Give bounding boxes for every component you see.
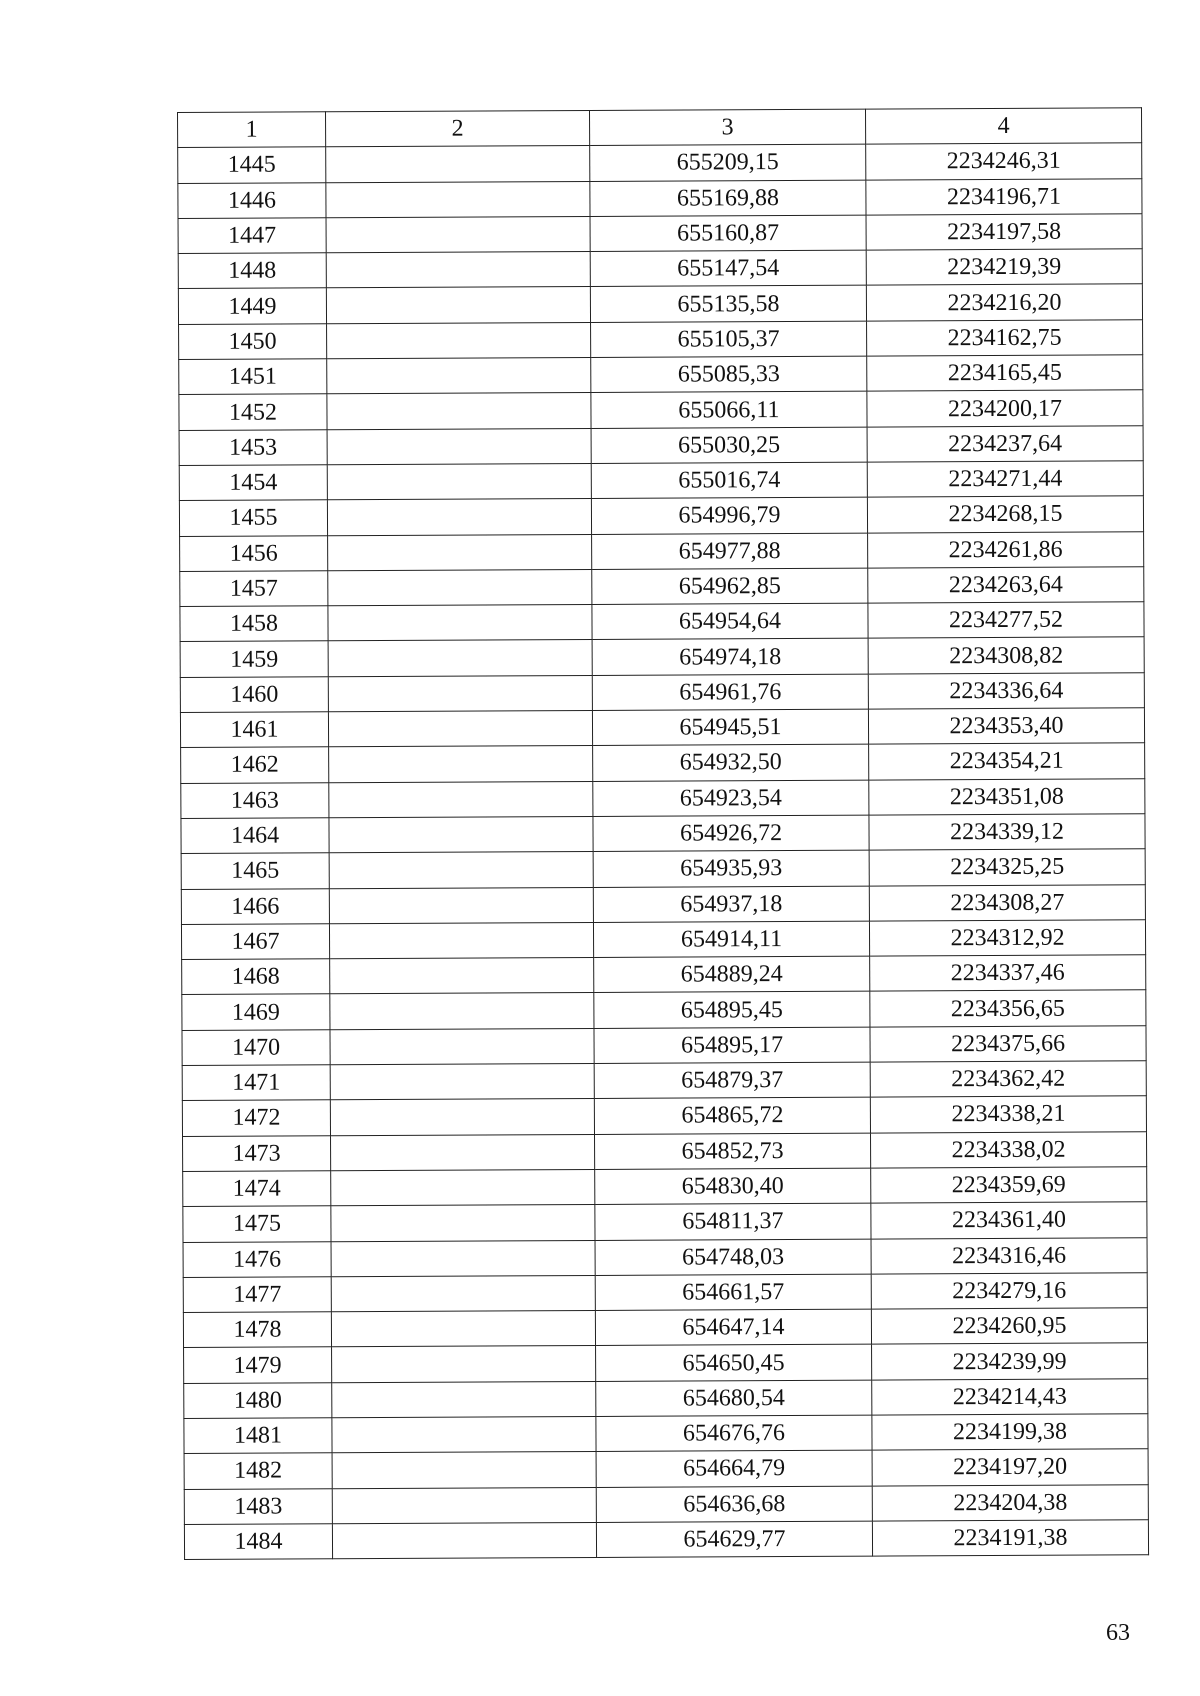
x-coordinate-cell: 654962,85 xyxy=(592,568,868,605)
table-row xyxy=(183,1167,1147,1207)
point-number-cell: 1455 xyxy=(179,500,327,536)
x-coordinate-cell: 654811,37 xyxy=(595,1203,871,1240)
point-number-cell: 1453 xyxy=(179,429,327,465)
table-row xyxy=(180,602,1144,642)
y-coordinate-cell: 2234199,38 xyxy=(872,1414,1148,1451)
point-number-cell: 1474 xyxy=(183,1171,331,1207)
table-row xyxy=(180,531,1144,571)
table-row xyxy=(179,390,1143,430)
point-number-cell: 1473 xyxy=(183,1135,331,1171)
table-row xyxy=(179,461,1143,501)
blank-cell xyxy=(331,1169,595,1206)
blank-cell xyxy=(331,1275,595,1312)
column-header-3: 3 xyxy=(589,109,865,146)
y-coordinate-cell: 2234200,17 xyxy=(867,390,1143,427)
x-coordinate-cell: 654895,45 xyxy=(594,992,870,1029)
point-number-cell: 1483 xyxy=(184,1488,332,1524)
blank-cell xyxy=(332,1346,596,1383)
blank-cell xyxy=(327,428,591,465)
x-coordinate-cell: 654977,88 xyxy=(592,533,868,570)
y-coordinate-cell: 2234325,25 xyxy=(869,849,1145,886)
blank-cell xyxy=(331,1205,595,1242)
blank-cell xyxy=(331,1240,595,1277)
x-coordinate-cell: 654889,24 xyxy=(594,956,870,993)
table-row xyxy=(179,496,1143,536)
x-coordinate-cell: 654996,79 xyxy=(591,497,867,534)
table-header-row xyxy=(178,108,1142,148)
table-row xyxy=(181,778,1145,818)
table-row xyxy=(183,1131,1147,1171)
blank-cell xyxy=(329,816,593,853)
y-coordinate-cell: 2234308,82 xyxy=(868,637,1144,674)
y-coordinate-cell: 2234260,95 xyxy=(871,1308,1147,1345)
blank-cell xyxy=(327,499,591,536)
y-coordinate-cell: 2234375,66 xyxy=(870,1025,1146,1062)
table-row xyxy=(184,1378,1148,1418)
blank-cell xyxy=(332,1452,596,1489)
y-coordinate-cell: 2234337,46 xyxy=(870,955,1146,992)
y-coordinate-cell: 2234277,52 xyxy=(868,602,1144,639)
table-row xyxy=(184,1520,1148,1560)
point-number-cell: 1449 xyxy=(178,288,326,324)
blank-cell xyxy=(332,1487,596,1524)
x-coordinate-cell: 655085,33 xyxy=(591,356,867,393)
point-number-cell: 1475 xyxy=(183,1206,331,1242)
blank-cell xyxy=(330,1028,594,1065)
table-row xyxy=(184,1449,1148,1489)
table-row xyxy=(181,814,1145,854)
point-number-cell: 1448 xyxy=(178,253,326,289)
blank-cell xyxy=(326,146,590,183)
blank-cell xyxy=(332,1522,596,1559)
column-header-1: 1 xyxy=(178,112,326,148)
table-row xyxy=(179,355,1143,395)
y-coordinate-cell: 2234204,38 xyxy=(872,1484,1148,1521)
point-number-cell: 1454 xyxy=(179,465,327,501)
table-row xyxy=(182,1025,1146,1065)
y-coordinate-cell: 2234216,20 xyxy=(866,284,1142,321)
point-number-cell: 1479 xyxy=(184,1347,332,1383)
x-coordinate-cell: 654650,45 xyxy=(596,1345,872,1382)
table-row xyxy=(182,1061,1146,1101)
y-coordinate-cell: 2234338,21 xyxy=(870,1096,1146,1133)
point-number-cell: 1463 xyxy=(181,782,329,818)
x-coordinate-cell: 654923,54 xyxy=(593,780,869,817)
table-row xyxy=(183,1237,1147,1277)
x-coordinate-cell: 654661,57 xyxy=(595,1274,871,1311)
point-number-cell: 1465 xyxy=(181,853,329,889)
column-header-4: 4 xyxy=(865,108,1141,145)
table-row xyxy=(178,249,1142,289)
x-coordinate-cell: 654830,40 xyxy=(595,1168,871,1205)
table-row xyxy=(184,1414,1148,1454)
x-coordinate-cell: 654865,72 xyxy=(594,1097,870,1134)
x-coordinate-cell: 655169,88 xyxy=(590,180,866,217)
table-row xyxy=(179,320,1143,360)
blank-cell xyxy=(327,463,591,500)
y-coordinate-cell: 2234219,39 xyxy=(866,249,1142,286)
column-header-2: 2 xyxy=(326,110,590,147)
y-coordinate-cell: 2234214,43 xyxy=(872,1378,1148,1415)
point-number-cell: 1470 xyxy=(182,1029,330,1065)
blank-cell xyxy=(330,958,594,995)
coordinates-table xyxy=(177,107,1149,1560)
point-number-cell: 1450 xyxy=(179,324,327,360)
y-coordinate-cell: 2234279,16 xyxy=(871,1273,1147,1310)
y-coordinate-cell: 2234312,92 xyxy=(869,920,1145,957)
y-coordinate-cell: 2234271,44 xyxy=(867,461,1143,498)
y-coordinate-cell: 2234162,75 xyxy=(867,320,1143,357)
point-number-cell: 1472 xyxy=(182,1100,330,1136)
point-number-cell: 1458 xyxy=(180,606,328,642)
point-number-cell: 1477 xyxy=(183,1277,331,1313)
y-coordinate-cell: 2234339,12 xyxy=(869,814,1145,851)
blank-cell xyxy=(328,569,592,606)
y-coordinate-cell: 2234361,40 xyxy=(871,1202,1147,1239)
x-coordinate-cell: 654879,37 xyxy=(594,1062,870,1099)
x-coordinate-cell: 654629,77 xyxy=(596,1521,872,1558)
x-coordinate-cell: 655066,11 xyxy=(591,392,867,429)
y-coordinate-cell: 2234359,69 xyxy=(871,1167,1147,1204)
y-coordinate-cell: 2234197,58 xyxy=(866,214,1142,251)
blank-cell xyxy=(326,287,590,324)
table-row xyxy=(183,1202,1147,1242)
blank-cell xyxy=(328,605,592,642)
y-coordinate-cell: 2234354,21 xyxy=(869,743,1145,780)
blank-cell xyxy=(330,993,594,1030)
y-coordinate-cell: 2234308,27 xyxy=(869,884,1145,921)
table-row xyxy=(178,143,1142,183)
point-number-cell: 1484 xyxy=(184,1524,332,1560)
table-row xyxy=(180,708,1144,748)
y-coordinate-cell: 2234336,64 xyxy=(868,673,1144,710)
table-row xyxy=(180,637,1144,677)
point-number-cell: 1476 xyxy=(183,1241,331,1277)
page-number: 63 xyxy=(1106,1620,1130,1646)
point-number-cell: 1471 xyxy=(182,1065,330,1101)
table-row xyxy=(181,884,1145,924)
y-coordinate-cell: 2234362,42 xyxy=(870,1061,1146,1098)
table-row xyxy=(179,425,1143,465)
table-row xyxy=(181,920,1145,960)
table-row xyxy=(184,1343,1148,1383)
point-number-cell: 1447 xyxy=(178,218,326,254)
x-coordinate-cell: 654647,14 xyxy=(595,1309,871,1346)
y-coordinate-cell: 2234316,46 xyxy=(871,1237,1147,1274)
x-coordinate-cell: 654914,11 xyxy=(593,921,869,958)
blank-cell xyxy=(328,675,592,712)
point-number-cell: 1459 xyxy=(180,641,328,677)
point-number-cell: 1482 xyxy=(184,1453,332,1489)
blank-cell xyxy=(329,852,593,889)
x-coordinate-cell: 655209,15 xyxy=(590,144,866,181)
x-coordinate-cell: 654748,03 xyxy=(595,1239,871,1276)
y-coordinate-cell: 2234353,40 xyxy=(868,708,1144,745)
x-coordinate-cell: 655105,37 xyxy=(591,321,867,358)
x-coordinate-cell: 654937,18 xyxy=(593,886,869,923)
document-page xyxy=(177,107,1144,1560)
blank-cell xyxy=(332,1416,596,1453)
point-number-cell: 1469 xyxy=(182,994,330,1030)
y-coordinate-cell: 2234165,45 xyxy=(867,355,1143,392)
table-row xyxy=(180,567,1144,607)
y-coordinate-cell: 2234197,20 xyxy=(872,1449,1148,1486)
x-coordinate-cell: 654680,54 xyxy=(596,1380,872,1417)
y-coordinate-cell: 2234268,15 xyxy=(867,496,1143,533)
x-coordinate-cell: 654676,76 xyxy=(596,1415,872,1452)
x-coordinate-cell: 654961,76 xyxy=(592,674,868,711)
table-row xyxy=(182,955,1146,995)
blank-cell xyxy=(330,1063,594,1100)
x-coordinate-cell: 655030,25 xyxy=(591,427,867,464)
point-number-cell: 1457 xyxy=(180,571,328,607)
x-coordinate-cell: 654636,68 xyxy=(596,1486,872,1523)
x-coordinate-cell: 655135,58 xyxy=(590,286,866,323)
point-number-cell: 1451 xyxy=(179,359,327,395)
point-number-cell: 1456 xyxy=(180,535,328,571)
point-number-cell: 1481 xyxy=(184,1418,332,1454)
blank-cell xyxy=(329,781,593,818)
point-number-cell: 1452 xyxy=(179,394,327,430)
blank-cell xyxy=(330,1099,594,1136)
y-coordinate-cell: 2234338,02 xyxy=(870,1131,1146,1168)
y-coordinate-cell: 2234351,08 xyxy=(869,778,1145,815)
blank-cell xyxy=(331,1311,595,1348)
point-number-cell: 1446 xyxy=(178,182,326,218)
point-number-cell: 1461 xyxy=(180,712,328,748)
blank-cell xyxy=(329,887,593,924)
y-coordinate-cell: 2234239,99 xyxy=(872,1343,1148,1380)
point-number-cell: 1480 xyxy=(184,1382,332,1418)
x-coordinate-cell: 654926,72 xyxy=(593,815,869,852)
point-number-cell: 1445 xyxy=(178,147,326,183)
table-row xyxy=(181,743,1145,783)
y-coordinate-cell: 2234196,71 xyxy=(866,178,1142,215)
table-row xyxy=(183,1273,1147,1313)
y-coordinate-cell: 2234246,31 xyxy=(866,143,1142,180)
table-row xyxy=(184,1484,1148,1524)
x-coordinate-cell: 654974,18 xyxy=(592,639,868,676)
point-number-cell: 1464 xyxy=(181,818,329,854)
table-row xyxy=(180,673,1144,713)
x-coordinate-cell: 654664,79 xyxy=(596,1450,872,1487)
x-coordinate-cell: 654954,64 xyxy=(592,603,868,640)
blank-cell xyxy=(326,181,590,218)
blank-cell xyxy=(326,252,590,289)
x-coordinate-cell: 654852,73 xyxy=(594,1133,870,1170)
table-row xyxy=(178,214,1142,254)
blank-cell xyxy=(329,746,593,783)
table-row xyxy=(181,849,1145,889)
x-coordinate-cell: 655147,54 xyxy=(590,250,866,287)
blank-cell xyxy=(328,711,592,748)
table-row xyxy=(182,1096,1146,1136)
x-coordinate-cell: 654935,93 xyxy=(593,850,869,887)
x-coordinate-cell: 655160,87 xyxy=(590,215,866,252)
point-number-cell: 1468 xyxy=(182,959,330,995)
table-row xyxy=(178,284,1142,324)
blank-cell xyxy=(326,216,590,253)
blank-cell xyxy=(328,534,592,571)
y-coordinate-cell: 2234263,64 xyxy=(868,567,1144,604)
point-number-cell: 1466 xyxy=(181,888,329,924)
blank-cell xyxy=(328,640,592,677)
point-number-cell: 1462 xyxy=(181,747,329,783)
blank-cell xyxy=(327,322,591,359)
table-row xyxy=(183,1308,1147,1348)
point-number-cell: 1478 xyxy=(183,1312,331,1348)
x-coordinate-cell: 655016,74 xyxy=(591,462,867,499)
table-row xyxy=(182,990,1146,1030)
table-body xyxy=(178,143,1149,1560)
blank-cell xyxy=(327,393,591,430)
x-coordinate-cell: 654945,51 xyxy=(592,709,868,746)
point-number-cell: 1467 xyxy=(181,924,329,960)
blank-cell xyxy=(329,922,593,959)
x-coordinate-cell: 654895,17 xyxy=(594,1027,870,1064)
y-coordinate-cell: 2234356,65 xyxy=(870,990,1146,1027)
x-coordinate-cell: 654932,50 xyxy=(593,744,869,781)
blank-cell xyxy=(332,1381,596,1418)
y-coordinate-cell: 2234261,86 xyxy=(868,531,1144,568)
y-coordinate-cell: 2234237,64 xyxy=(867,425,1143,462)
blank-cell xyxy=(331,1134,595,1171)
y-coordinate-cell: 2234191,38 xyxy=(872,1520,1148,1557)
point-number-cell: 1460 xyxy=(180,677,328,713)
table-row xyxy=(178,178,1142,218)
blank-cell xyxy=(327,358,591,395)
